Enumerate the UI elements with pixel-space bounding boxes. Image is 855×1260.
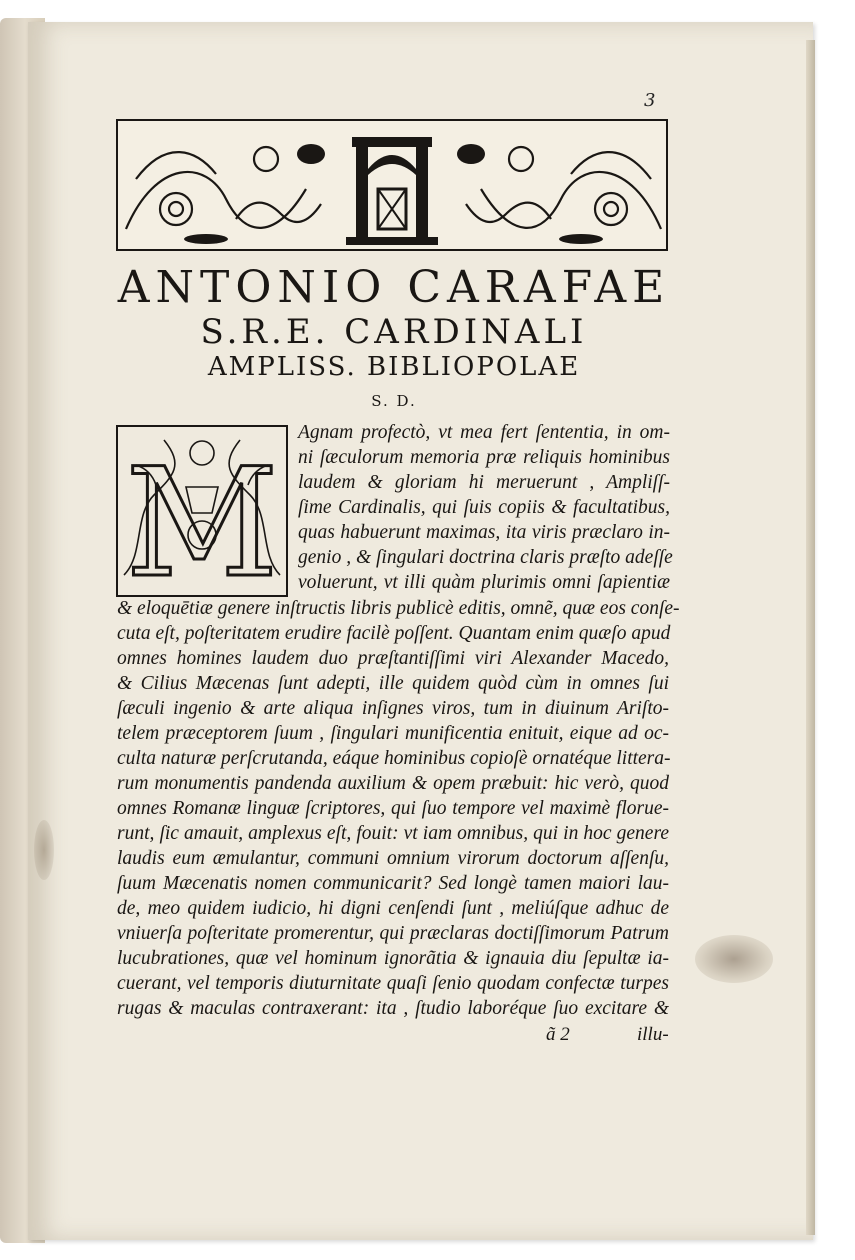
page-fore-edge	[806, 40, 815, 1235]
title-line-4: S. D.	[371, 392, 417, 410]
decorated-initial	[116, 425, 288, 597]
text-line: ſuum Mæcenatis nomen communicarit? Sed longè tamen maiori lau-	[117, 873, 669, 894]
text-line: genio , & ſingulari doctrina claris præſto adeſſe	[298, 547, 673, 568]
woodcut-headpiece	[116, 119, 668, 251]
page-stain-right	[695, 935, 773, 983]
text-line: laudis eum æmulantur, communi omnium virorum doctorum aſſenſu,	[117, 848, 669, 869]
text-line: quas habuerunt maximas, ita viris præclaro in-	[298, 522, 670, 543]
catchword: illu-	[637, 1024, 669, 1045]
title-line-1: ANTONIO CARAFAE	[117, 262, 671, 313]
text-line: ſime Cardinalis, qui ſuis copiis & facultatibus,	[298, 497, 670, 518]
text-line: cuta eſt, poſteritatem erudire facilè poſſent. Quantam enim quæſo apud	[117, 623, 671, 644]
folio-number: 3	[644, 90, 656, 111]
page-stain-left	[34, 820, 54, 880]
signature-mark: ã 2	[546, 1024, 570, 1045]
text-line: voluerunt, vt illi quàm plurimis omni ſapientiæ	[298, 572, 670, 593]
text-line: laudem & gloriam hi meruerunt , Ampliſſ-	[298, 472, 670, 493]
title-line-3: AMPLISS. BIBLIOPOLAE	[207, 352, 581, 382]
text-line: & eloquētiæ genere inſtructis libris publicè editis, omnẽ, quæ eos conſe-	[117, 598, 680, 619]
text-line: runt, ſic amauit, amplexus eſt, fouit: vt iam omnibus, qui in hoc genere	[117, 823, 669, 844]
text-line: ni ſæculorum memoria præ reliquis hominibus	[298, 447, 670, 468]
text-line: Agnam profectò, vt mea fert ſententia, in om-	[298, 422, 670, 443]
text-line: omnes homines laudem duo præſtantiſſimi viri Alexander Macedo,	[117, 648, 669, 669]
text-line: rugas & maculas contraxerant: ita , ſtudio laboréque ſuo excitare &	[117, 998, 669, 1019]
text-line: ſæculi ingenio & arte aliqua inſignes viros, tum in diuinum Ariſto-	[117, 698, 669, 719]
text-line: omnes Romanæ linguæ ſcriptores, qui ſuo tempore vel maximè floruе-	[117, 798, 669, 819]
text-line: culta naturæ perſcrutanda, eáque hominibus copioſè ornatéque littera-	[117, 748, 671, 769]
text-line: & Cilius Mæcenas ſunt adepti, ille quidem quòd cùm in omnes ſui	[117, 673, 669, 694]
text-line: vniuerſa poſteritate promerentur, qui præclaras doctiſſimorum Patrum	[117, 923, 669, 944]
text-line: lucubrationes, quæ vel hominum ignorãtia & ignauia diu ſepultæ ia-	[117, 948, 669, 969]
text-line: cuerant, vel temporis diuturnitate quaſi ſenio quodam confectæ turpes	[117, 973, 669, 994]
initial-letter: M	[125, 437, 279, 597]
text-line: telem præceptorem ſuum , ſingulari munificentia enituit, eique ad oc-	[117, 723, 669, 744]
text-line: de, meo quidem iudicio, hi digni cenſendi ſunt , meliúſque adhuc de	[117, 898, 669, 919]
text-line: rum monumentis pandenda auxilium & opem præbuit: hic verò, quod	[117, 773, 669, 794]
title-line-2: S.R.E. CARDINALI	[200, 312, 588, 352]
